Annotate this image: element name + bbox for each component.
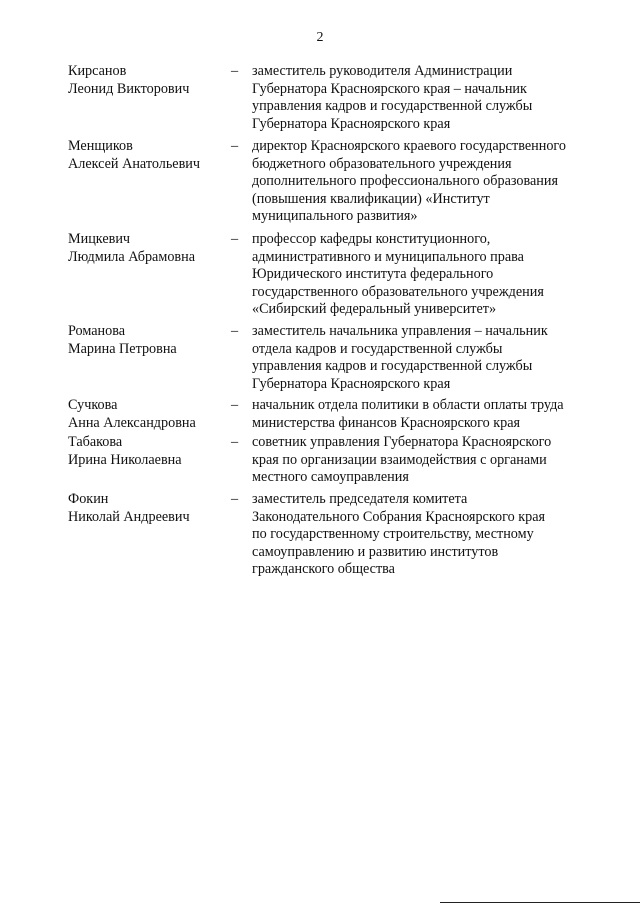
position-line: советник управления Губернатора Красноярского xyxy=(252,434,552,450)
person-name xyxy=(68,63,228,98)
surname: Табакова xyxy=(68,434,123,450)
person-name xyxy=(68,397,228,432)
position-text xyxy=(252,397,597,432)
position-line: министерства финансов Красноярского края xyxy=(252,414,521,431)
given-names: Алексей Анатольевич xyxy=(68,155,201,172)
given-names: Людмила Абрамовна xyxy=(68,248,196,265)
position-line: «Сибирский федеральный университет» xyxy=(252,301,497,317)
position-line: по государственному строительству, местному xyxy=(252,526,534,542)
position-line: профессор кафедры конституционного, xyxy=(252,231,491,247)
position-text xyxy=(252,323,597,393)
given-names: Анна Александровна xyxy=(68,414,196,431)
position-line: Юридического института федерального xyxy=(252,266,494,282)
dash: – xyxy=(231,491,239,507)
surname: Сучкова xyxy=(68,397,118,413)
position-line: отдела кадров и государственной службы xyxy=(252,340,503,357)
dash: – xyxy=(231,397,239,413)
position-text xyxy=(252,491,597,579)
person-name xyxy=(68,434,228,469)
position-line: Губернатора Красноярского края – начальник xyxy=(252,80,527,97)
position-line: заместитель начальника управления – начальник xyxy=(252,323,548,339)
position-text xyxy=(252,231,597,319)
given-names: Ирина Николаевна xyxy=(68,451,182,468)
position-line: Законодательного Собрания Красноярского края xyxy=(252,508,546,525)
position-text xyxy=(252,138,597,226)
surname: Менщиков xyxy=(68,138,133,154)
scan-edge-line xyxy=(440,902,640,903)
position-line: дополнительного профессионального образования xyxy=(252,173,559,189)
dash: – xyxy=(231,63,239,79)
person-name xyxy=(68,323,228,358)
given-names: Леонид Викторович xyxy=(68,80,190,97)
page-number: 2 xyxy=(316,30,324,45)
person-name xyxy=(68,491,228,526)
given-names: Марина Петровна xyxy=(68,340,177,357)
position-text xyxy=(252,434,597,487)
surname: Фокин xyxy=(68,491,109,507)
position-line: края по организации взаимодействия с органами xyxy=(252,451,547,468)
position-line: управления кадров и государственной службы xyxy=(252,358,533,374)
position-line: местного самоуправления xyxy=(252,469,409,485)
position-line: начальник отдела политики в области оплаты труда xyxy=(252,397,564,413)
position-line: Губернатора Красноярского края xyxy=(252,115,451,132)
position-line: Губернатора Красноярского края xyxy=(252,375,451,392)
position-line: директор Красноярского краевого государственного xyxy=(252,138,566,154)
position-text xyxy=(252,63,597,133)
position-line: управления кадров и государственной службы xyxy=(252,98,533,114)
surname: Романова xyxy=(68,323,126,339)
position-line: бюджетного образовательного учреждения xyxy=(252,155,512,172)
person-name xyxy=(68,231,228,266)
surname: Кирсанов xyxy=(68,63,127,79)
position-line: гражданского общества xyxy=(252,561,395,577)
position-line: государственного образовательного учреждения xyxy=(252,283,544,300)
person-name xyxy=(68,138,228,173)
position-line: самоуправлению и развитию институтов xyxy=(252,543,499,560)
dash: – xyxy=(231,231,239,247)
position-line: заместитель руководителя Администрации xyxy=(252,63,513,79)
position-line: административного и муниципального права xyxy=(252,248,524,265)
dash: – xyxy=(231,323,239,339)
given-names: Николай Андреевич xyxy=(68,508,190,525)
surname: Мицкевич xyxy=(68,231,131,247)
dash: – xyxy=(231,138,239,154)
dash: – xyxy=(231,434,239,450)
position-line: муниципального развития» xyxy=(252,208,418,224)
position-line: (повышения квалификации) «Институт xyxy=(252,190,490,207)
position-line: заместитель председателя комитета xyxy=(252,491,468,507)
